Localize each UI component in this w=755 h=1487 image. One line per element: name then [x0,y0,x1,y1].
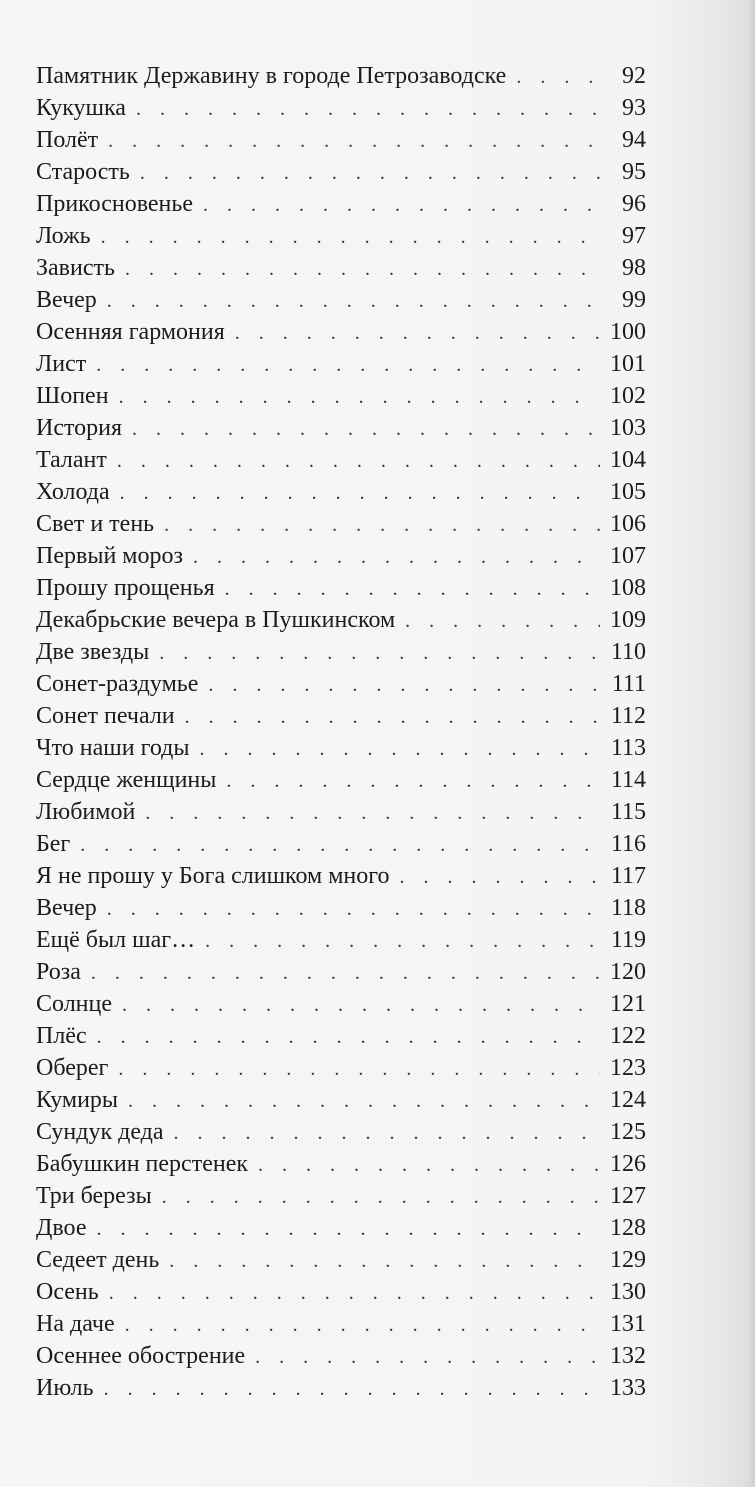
toc-entry-page-number: 114 [610,767,646,793]
toc-entry-page-number: 116 [610,831,646,857]
dot-leader [235,317,600,349]
toc-entry [36,60,646,92]
toc-entry-page-number: 128 [610,1215,646,1241]
dot-leader [400,861,600,893]
toc-entry-page-number: 126 [610,1151,646,1177]
toc-entry-title: Осеннее обострение [36,1343,246,1369]
toc-entry [36,732,646,764]
toc-entry [36,636,646,668]
toc-entry [36,348,646,380]
dot-leader [516,61,600,93]
toc-entry-title: Седеет день [36,1247,160,1273]
toc-entry-page-number: 92 [622,63,646,89]
toc-entry [36,412,646,444]
toc-entry [36,1020,646,1052]
toc-entry-page-number: 102 [610,383,646,409]
dot-leader [255,1341,600,1373]
toc-entry-page-number: 95 [622,159,646,185]
toc-entry-page-number: 99 [622,287,646,313]
dot-leader [258,1149,600,1181]
toc-entry [36,956,646,988]
dot-leader [169,1245,600,1277]
toc-entry-title: Прикосновенье [36,191,193,217]
toc-entry-title: Старость [36,159,130,185]
toc-entry [36,1116,646,1148]
toc-entry [36,1276,646,1308]
toc-entry-page-number: 105 [610,479,646,505]
toc-entry-title: Кумиры [36,1087,119,1113]
toc-entry [36,572,646,604]
toc-entry-title: Сонет печали [36,703,175,729]
toc-entry-page-number: 130 [610,1279,646,1305]
dot-leader [122,989,600,1021]
toc-entry [36,892,646,924]
toc-entry-title: Роза [36,959,81,985]
toc-entry-title: Декабрьские вечера в Пушкинском [36,607,396,633]
dot-leader [119,381,600,413]
toc-entry [36,188,646,220]
toc-entry-title: Полёт [36,127,99,153]
dot-leader [205,925,600,957]
toc-entry [36,1084,646,1116]
toc-entry-title: Памятник Державину в городе Петрозаводске [36,63,507,89]
toc-entry [36,828,646,860]
toc-entry-title: Шопен [36,383,109,409]
dot-leader [226,765,600,797]
toc-entry-title: Ложь [36,223,91,249]
toc-entry [36,124,646,156]
toc-entry-title: Что наши годы [36,735,190,761]
toc-entry-page-number: 110 [610,639,646,665]
toc-entry-page-number: 98 [622,255,646,281]
dot-leader [405,605,600,637]
dot-leader [107,285,600,317]
toc-entry [36,156,646,188]
toc-entry-page-number: 104 [610,447,646,473]
toc-entry [36,1052,646,1084]
dot-leader [159,637,600,669]
toc-entry-page-number: 127 [610,1183,646,1209]
toc-entry-title: Сердце женщины [36,767,217,793]
toc-entry-title: Первый мороз [36,543,183,569]
dot-leader [80,829,600,861]
toc-entry-page-number: 125 [610,1119,646,1145]
toc-entry-page-number: 97 [622,223,646,249]
dot-leader [108,125,600,157]
toc-entry-title: Свет и тень [36,511,155,537]
toc-entry-title: Бег [36,831,71,857]
toc-entry-title: Осень [36,1279,99,1305]
toc-entry [36,1340,646,1372]
dot-leader [132,413,600,445]
toc-entry-title: Солнце [36,991,113,1017]
dot-leader [101,221,600,253]
toc-entry [36,860,646,892]
toc-entry-page-number: 106 [610,511,646,537]
toc-entry-page-number: 112 [610,703,646,729]
dot-leader [104,1373,600,1405]
dot-leader [185,701,600,733]
dot-leader [136,93,600,125]
toc-entry [36,540,646,572]
toc-entry-title: Двое [36,1215,87,1241]
toc-entry-title: На даче [36,1311,115,1337]
toc-entry [36,1148,646,1180]
dot-leader [96,1213,600,1245]
dot-leader [120,477,600,509]
toc-entry-page-number: 119 [610,927,646,953]
toc-entry [36,604,646,636]
toc-entry [36,700,646,732]
dot-leader [203,189,600,221]
toc-entry-page-number: 107 [610,543,646,569]
toc-entry-title: Холода [36,479,110,505]
table-of-contents [36,60,646,1404]
toc-entry-page-number: 100 [610,319,646,345]
toc-entry [36,92,646,124]
toc-entry-title: Я не прошу у Бога слишком много [36,863,390,889]
toc-entry-page-number: 111 [611,671,646,697]
toc-entry-title: Лист [36,351,87,377]
toc-entry [36,1244,646,1276]
dot-leader [225,573,600,605]
toc-entry-page-number: 123 [610,1055,646,1081]
toc-entry [36,220,646,252]
dot-leader [174,1117,600,1149]
toc-entry-title: Талант [36,447,107,473]
toc-entry-page-number: 118 [610,895,646,921]
toc-entry-title: Ещё был шаг… [36,927,196,953]
dot-leader [140,157,600,189]
dot-leader [109,1277,600,1309]
toc-entry-page-number: 103 [610,415,646,441]
toc-entry-title: Вечер [36,895,97,921]
toc-entry [36,668,646,700]
toc-entry [36,764,646,796]
toc-entry-page-number: 101 [610,351,646,377]
toc-entry-page-number: 93 [622,95,646,121]
toc-entry-title: Сонет-раздумье [36,671,199,697]
toc-entry-page-number: 117 [610,863,646,889]
toc-entry-page-number: 132 [610,1343,646,1369]
toc-entry-title: Прошу прощенья [36,575,215,601]
toc-entry-title: Июль [36,1375,94,1401]
toc-entry [36,1180,646,1212]
toc-entry-page-number: 122 [610,1023,646,1049]
dot-leader [125,253,600,285]
toc-entry [36,1212,646,1244]
dot-leader [145,797,600,829]
toc-entry [36,988,646,1020]
toc-entry [36,380,646,412]
toc-entry [36,316,646,348]
toc-entry [36,444,646,476]
dot-leader [199,733,600,765]
dot-leader [118,1053,600,1085]
toc-entry-title: Плёс [36,1023,87,1049]
dot-leader [164,509,600,541]
toc-entry-title: История [36,415,123,441]
toc-entry-page-number: 96 [622,191,646,217]
dot-leader [162,1181,600,1213]
toc-entry [36,508,646,540]
toc-entry-page-number: 94 [622,127,646,153]
dot-leader [96,349,600,381]
dot-leader [208,669,600,701]
toc-entry-title: Две звезды [36,639,150,665]
dot-leader [117,445,600,477]
dot-leader [107,893,600,925]
toc-entry [36,796,646,828]
toc-entry-page-number: 133 [610,1375,646,1401]
toc-entry [36,924,646,956]
toc-entry-title: Зависть [36,255,115,281]
toc-entry [36,1372,646,1404]
toc-entry-page-number: 124 [610,1087,646,1113]
dot-leader [128,1085,600,1117]
toc-entry-title: Оберег [36,1055,109,1081]
toc-entry-title: Три березы [36,1183,152,1209]
toc-entry-page-number: 109 [610,607,646,633]
toc-entry [36,1308,646,1340]
toc-entry-title: Сундук деда [36,1119,164,1145]
toc-entry [36,476,646,508]
dot-leader [125,1309,600,1341]
toc-entry-title: Любимой [36,799,136,825]
dot-leader [97,1021,600,1053]
toc-entry-page-number: 121 [610,991,646,1017]
toc-entry [36,252,646,284]
toc-entry-title: Осенняя гармония [36,319,225,345]
toc-entry-page-number: 120 [610,959,646,985]
dot-leader [193,541,600,573]
toc-entry [36,284,646,316]
toc-entry-page-number: 115 [610,799,646,825]
toc-entry-title: Вечер [36,287,97,313]
toc-entry-title: Кукушка [36,95,126,121]
toc-entry-title: Бабушкин перстенек [36,1151,249,1177]
dot-leader [91,957,600,989]
toc-entry-page-number: 113 [610,735,646,761]
toc-entry-page-number: 108 [610,575,646,601]
toc-entry-page-number: 129 [610,1247,646,1273]
toc-entry-page-number: 131 [610,1311,646,1337]
page-edge-shadow [747,0,755,1487]
